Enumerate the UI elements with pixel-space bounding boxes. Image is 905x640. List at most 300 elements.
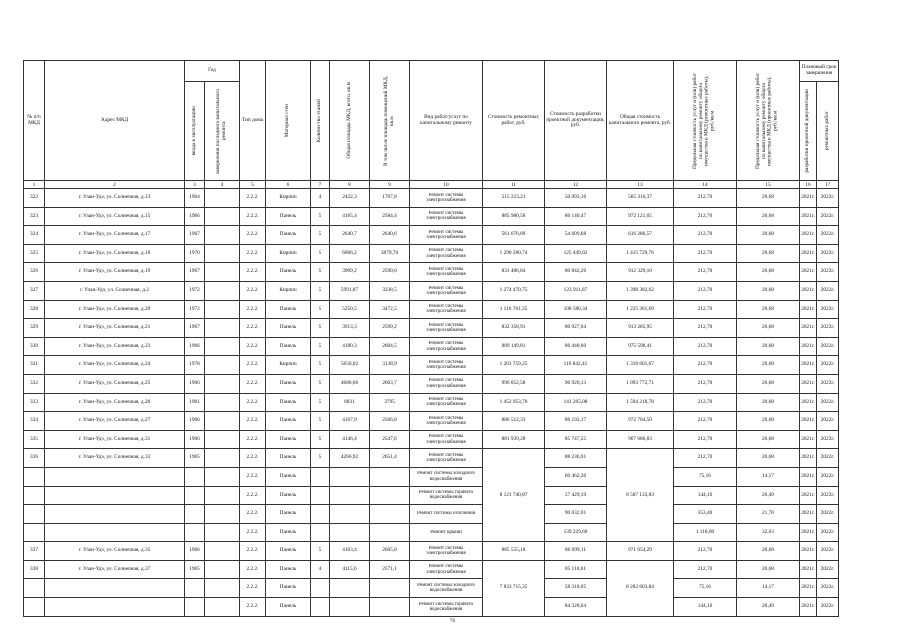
floors-cell: 5: [311, 374, 330, 393]
house-type-cell: 2.2.2.: [240, 449, 266, 468]
premises-area-cell: 3795: [370, 393, 410, 412]
wall-material-cell: Панель: [266, 542, 311, 561]
premises-area-cell: 3138,9: [370, 356, 410, 375]
limit-design-cell: 20,68: [737, 374, 800, 393]
total-area-cell: 3913,3: [330, 319, 370, 338]
empty-cell: [205, 523, 240, 542]
column-number: 9: [370, 181, 410, 189]
house-type-cell: 2.2.2.: [240, 281, 266, 300]
wall-material-cell: Панель: [266, 393, 311, 412]
house-type-cell: 2.2.2.: [240, 542, 266, 561]
premises-area-cell: 2605,8: [370, 542, 410, 561]
total-cost-cell: 616 286,57: [607, 226, 674, 245]
address-cell: г. Улан-Удэ, ул. Солнечная, д.15: [45, 207, 185, 226]
design-cost-cell: 80 842,26: [545, 263, 607, 282]
total-area-cell: 2640,7: [330, 226, 370, 245]
premises-area-cell: 2604,5: [370, 337, 410, 356]
limit-design-cell: 20,68: [737, 189, 800, 208]
limit-design-cell: 20,68: [737, 412, 800, 431]
address-cell: г. Улан-Удэ, ул. Солнечная, д.27: [45, 412, 185, 431]
work-type-cell: Ремонт системы электроснабжения: [410, 319, 483, 338]
premises-area-cell: 3879,70: [370, 244, 410, 263]
total-cost-cell: 913 285,95: [607, 319, 674, 338]
premises-area-cell: 2590,6: [370, 263, 410, 282]
year-built-cell: 1966: [185, 337, 205, 356]
design-cost-cell: 57 429,19: [545, 486, 607, 505]
limit-design-cell: 14,17: [737, 467, 800, 486]
empty-cell: [330, 505, 370, 524]
total-cost-cell: 1 225 361,69: [607, 300, 674, 319]
total-cost-cell: 1 594 218,78: [607, 393, 674, 412]
header-number: № п/п МКД: [24, 61, 45, 181]
limit-design-cell: 32,63: [737, 523, 800, 542]
column-number: 2: [45, 181, 185, 189]
term-repair-cell: 2022г.: [817, 319, 839, 338]
design-cost-cell: 86 448,60: [545, 337, 607, 356]
term-design-cell: 2021г.: [800, 374, 817, 393]
address-cell: г. Улан-Удэ, ул. Солнечная, д.23: [45, 337, 185, 356]
header-repair-cost: Стоимость ремонтных работ, руб.: [483, 61, 545, 181]
term-design-cell: 2021г.: [800, 281, 817, 300]
term-design-cell: 2021г.: [800, 207, 817, 226]
column-number: 11: [483, 181, 545, 189]
column-number: 7: [311, 181, 330, 189]
row-number: 323: [24, 207, 45, 226]
work-type-cell: Ремонт системы горячего водоснабжения: [410, 598, 483, 617]
limit-repair-cell: 212,70: [674, 281, 737, 300]
year-built-cell: 1967: [185, 263, 205, 282]
term-repair-cell: 2022г.: [817, 244, 839, 263]
repair-cost-cell: 1 201 759,25: [483, 356, 545, 375]
work-type-cell: Ремонт системы электроснабжения: [410, 337, 483, 356]
work-type-cell: Ремонт системы электроснабжения: [410, 189, 483, 208]
premises-area-cell: 2651,4: [370, 449, 410, 468]
house-type-cell: 2.2.2.: [240, 244, 266, 263]
floors-cell: 5: [311, 430, 330, 449]
term-design-cell: 2021г.: [800, 263, 817, 282]
wall-material-cell: Панель: [266, 300, 311, 319]
table-row: [24, 598, 839, 617]
floors-cell: 5: [311, 449, 330, 468]
design-cost-cell: 123 911,87: [545, 281, 607, 300]
limit-design-cell: 20,68: [737, 356, 800, 375]
year-built-cell: 1967: [185, 319, 205, 338]
year-built-cell: 1965: [185, 449, 205, 468]
last-repair-cell: [205, 560, 240, 579]
term-design-cell: 2021г.: [800, 560, 817, 579]
term-repair-cell: 2022г.: [817, 560, 839, 579]
limit-design-cell: 20,68: [737, 300, 800, 319]
empty-cell: [311, 486, 330, 505]
repair-cost-cell: 8 121 740,87: [483, 449, 545, 542]
floors-cell: 5: [311, 356, 330, 375]
wall-material-cell: Панель: [266, 505, 311, 524]
table-row: [24, 263, 839, 282]
limit-design-cell: 20,68: [737, 430, 800, 449]
work-type-cell: Ремонт системы электроснабжения: [410, 430, 483, 449]
limit-repair-cell: 212,70: [674, 393, 737, 412]
table-row: [24, 374, 839, 393]
year-built-cell: 1965: [185, 560, 205, 579]
table-row: [24, 281, 839, 300]
limit-design-cell: 20,49: [737, 486, 800, 505]
floors-cell: 5: [311, 207, 330, 226]
last-repair-cell: [205, 244, 240, 263]
limit-repair-cell: 212,70: [674, 189, 737, 208]
column-number: 14: [674, 181, 737, 189]
house-type-cell: 2.2.2.: [240, 356, 266, 375]
floors-cell: 5: [311, 226, 330, 245]
limit-design-cell: 20,68: [737, 207, 800, 226]
empty-cell: [45, 505, 185, 524]
row-number: 335: [24, 430, 45, 449]
header-wall-material: Материал стен: [266, 61, 311, 181]
last-repair-cell: [205, 542, 240, 561]
work-type-cell: Ремонт системы электроснабжения: [410, 226, 483, 245]
header-term-design: разработки проектной документации: [800, 82, 817, 181]
house-type-cell: 2.2.2.: [240, 337, 266, 356]
limit-repair-cell: 75,16: [674, 467, 737, 486]
limit-design-cell: 20,68: [737, 281, 800, 300]
column-number: 8: [330, 181, 370, 189]
limit-repair-cell: 212,70: [674, 300, 737, 319]
empty-cell: [185, 598, 205, 617]
work-type-cell: Ремонт системы электроснабжения: [410, 281, 483, 300]
column-number: 4: [205, 181, 240, 189]
premises-area-cell: 3238,5: [370, 281, 410, 300]
empty-cell: [205, 486, 240, 505]
limit-repair-cell: 212,70: [674, 319, 737, 338]
total-area-cell: 4167,9: [330, 412, 370, 431]
wall-material-cell: Панель: [266, 263, 311, 282]
floors-cell: 5: [311, 281, 330, 300]
total-area-cell: 4165,4: [330, 207, 370, 226]
premises-area-cell: 2640,6: [370, 226, 410, 245]
total-cost-cell: 8 587 133,83: [607, 449, 674, 542]
address-cell: г. Улан-Удэ, ул. Солнечная, д.25: [45, 374, 185, 393]
wall-material-cell: Панель: [266, 579, 311, 598]
header-premises-area: В том числе площадь помещений МКД, кв.м: [370, 61, 410, 181]
repair-cost-cell: 515 223,21: [483, 189, 545, 208]
table-row: [24, 579, 839, 598]
wall-material-cell: Панель: [266, 449, 311, 468]
limit-repair-cell: 1 118,00: [674, 523, 737, 542]
header-house-type: Тип дома: [240, 61, 266, 181]
house-type-cell: 2.2.2.: [240, 319, 266, 338]
empty-cell: [185, 505, 205, 524]
limit-repair-cell: 212,70: [674, 412, 737, 431]
limit-design-cell: 20,68: [737, 560, 800, 579]
term-design-cell: 2021г.: [800, 542, 817, 561]
design-cost-cell: 116 842,41: [545, 356, 607, 375]
last-repair-cell: [205, 226, 240, 245]
floors-cell: 5: [311, 337, 330, 356]
term-design-cell: 2021г.: [800, 189, 817, 208]
total-cost-cell: 972 704,50: [607, 412, 674, 431]
year-built-cell: 1972: [185, 281, 205, 300]
repair-cost-cell: 831 486,84: [483, 263, 545, 282]
empty-cell: [24, 579, 45, 598]
premises-area-cell: 2584,4: [370, 207, 410, 226]
design-cost-cell: 54 609,68: [545, 226, 607, 245]
last-repair-cell: [205, 356, 240, 375]
term-design-cell: 2021г.: [800, 226, 817, 245]
header-year-group: Год: [185, 61, 240, 82]
empty-cell: [45, 486, 185, 505]
column-number: 12: [545, 181, 607, 189]
column-number: 13: [607, 181, 674, 189]
address-cell: г. Улан-Удэ, ул. Солнечная, д.20: [45, 300, 185, 319]
work-type-cell: Ремонт системы холодного водоснабжения: [410, 579, 483, 598]
work-type-cell: Ремонт системы электроснабжения: [410, 560, 483, 579]
empty-cell: [45, 579, 185, 598]
limit-repair-cell: 144,16: [674, 486, 737, 505]
header-address: Адрес МКД: [45, 61, 185, 181]
floors-cell: 5: [311, 244, 330, 263]
header-work-type: Вид работ/услуг по капитальному ремонту: [410, 61, 483, 181]
year-built-cell: 1966: [185, 207, 205, 226]
empty-cell: [24, 467, 45, 486]
floors-cell: 4: [311, 189, 330, 208]
capital-repair-table: [23, 60, 839, 617]
last-repair-cell: [205, 430, 240, 449]
address-cell: г. Улан-Удэ, ул. Солнечная, д.18: [45, 244, 185, 263]
header-design-cost: Стоимость разработки проектной документации, руб.: [545, 61, 607, 181]
work-type-cell: Ремонт системы горячего водоснабжения: [410, 486, 483, 505]
term-repair-cell: 2022г.: [817, 263, 839, 282]
repair-cost-cell: 885 980,58: [483, 207, 545, 226]
limit-design-cell: 21,70: [737, 505, 800, 524]
total-area-cell: 5991,87: [330, 281, 370, 300]
term-repair-cell: 2022г.: [817, 374, 839, 393]
design-cost-cell: 139 229,60: [545, 523, 607, 542]
last-repair-cell: [205, 281, 240, 300]
column-number: 5: [240, 181, 266, 189]
total-area-cell: 5250,5: [330, 300, 370, 319]
term-design-cell: 2021г.: [800, 393, 817, 412]
address-cell: г. Улан-Удэ, ул. Солнечная, д.17: [45, 226, 185, 245]
header-year-last-repair: завершения последнего капитального ремонта: [205, 82, 240, 181]
empty-cell: [370, 598, 410, 617]
limit-repair-cell: 212,70: [674, 356, 737, 375]
limit-repair-cell: 212,70: [674, 207, 737, 226]
row-number: 324: [24, 226, 45, 245]
design-cost-cell: 85 747,55: [545, 430, 607, 449]
design-cost-cell: 58 318,05: [545, 579, 607, 598]
table-row: [24, 393, 839, 412]
total-area-cell: 4180,3: [330, 337, 370, 356]
term-repair-cell: 2022г.: [817, 207, 839, 226]
design-cost-cell: 84 328,64: [545, 598, 607, 617]
last-repair-cell: [205, 412, 240, 431]
work-type-cell: Ремонт системы электроснабжения: [410, 300, 483, 319]
table-row: [24, 226, 839, 245]
term-design-cell: 2021г.: [800, 579, 817, 598]
total-area-cell: 4266,92: [330, 449, 370, 468]
wall-material-cell: Панель: [266, 467, 311, 486]
term-design-cell: 2021г.: [800, 319, 817, 338]
house-type-cell: 2.2.2.: [240, 486, 266, 505]
house-type-cell: 2.2.2.: [240, 374, 266, 393]
work-type-cell: Ремонт системы электроснабжения: [410, 393, 483, 412]
header-limit-repair: Предельная стоимость услуг и (или) работ по капитальному ремонту общего имущества в МКД (ремонтные работы), руб./кв.м: [674, 61, 737, 181]
empty-cell: [45, 598, 185, 617]
limit-design-cell: 20,68: [737, 319, 800, 338]
last-repair-cell: [205, 189, 240, 208]
wall-material-cell: Панель: [266, 374, 311, 393]
floors-cell: 5: [311, 393, 330, 412]
column-number: 6: [266, 181, 311, 189]
premises-area-cell: 2603,7: [370, 374, 410, 393]
row-number: 325: [24, 244, 45, 263]
table-row: [24, 430, 839, 449]
empty-cell: [311, 523, 330, 542]
term-repair-cell: 2022г.: [817, 226, 839, 245]
last-repair-cell: [205, 374, 240, 393]
wall-material-cell: Панель: [266, 486, 311, 505]
term-design-cell: 2021г.: [800, 467, 817, 486]
total-area-cell: 4146,4: [330, 430, 370, 449]
house-type-cell: 2.2.2.: [240, 430, 266, 449]
limit-design-cell: 20,68: [737, 226, 800, 245]
table-row: [24, 542, 839, 561]
limit-repair-cell: 212,70: [674, 226, 737, 245]
term-repair-cell: 2022г.: [817, 356, 839, 375]
year-built-cell: 1966: [185, 542, 205, 561]
floors-cell: 5: [311, 263, 330, 282]
premises-area-cell: 2571,1: [370, 560, 410, 579]
last-repair-cell: [205, 319, 240, 338]
address-cell: г. Улан-Удэ, ул. Солнечная, д.19: [45, 263, 185, 282]
row-number: 337: [24, 542, 45, 561]
limit-design-cell: 20,49: [737, 598, 800, 617]
repair-cost-cell: 7 833 715,35: [483, 560, 545, 616]
table-row: [24, 319, 839, 338]
limit-repair-cell: 212,70: [674, 430, 737, 449]
design-cost-cell: 86 192,17: [545, 412, 607, 431]
design-cost-cell: 86 099,11: [545, 542, 607, 561]
row-number: 332: [24, 374, 45, 393]
wall-material-cell: Панель: [266, 598, 311, 617]
row-number: 329: [24, 319, 45, 338]
empty-cell: [370, 505, 410, 524]
total-cost-cell: 1 093 772,71: [607, 374, 674, 393]
house-type-cell: 2.2.2.: [240, 467, 266, 486]
house-type-cell: 2.2.2.: [240, 300, 266, 319]
limit-repair-cell: 212,70: [674, 263, 737, 282]
address-cell: г. Улан-Удэ, ул. Солнечная, д.35: [45, 542, 185, 561]
page-number: 76: [450, 619, 455, 624]
term-repair-cell: 2022г.: [817, 337, 839, 356]
empty-cell: [24, 505, 45, 524]
term-repair-cell: 2022г.: [817, 579, 839, 598]
header-limit-design: Предельная стоимость услуг и (или) работ по капитальному ремонту общего имущества в МКД (проектные работы), руб./кв.м: [737, 61, 800, 181]
table-row: [24, 523, 839, 542]
work-type-cell: Ремонт системы электроснабжения: [410, 374, 483, 393]
term-repair-cell: 2022г.: [817, 281, 839, 300]
wall-material-cell: Панель: [266, 523, 311, 542]
term-design-cell: 2021г.: [800, 337, 817, 356]
total-area-cell: 6066,2: [330, 244, 370, 263]
column-number: 16: [800, 181, 817, 189]
work-type-cell: Ремонт системы отопления: [410, 505, 483, 524]
house-type-cell: 2.2.2.: [240, 412, 266, 431]
term-design-cell: 2021г.: [800, 449, 817, 468]
total-cost-cell: 1 398 382,62: [607, 281, 674, 300]
table-row: [24, 505, 839, 524]
column-number-row: [24, 181, 839, 189]
total-cost-cell: 967 686,83: [607, 430, 674, 449]
row-number: 322: [24, 189, 45, 208]
design-cost-cell: 80 927,04: [545, 319, 607, 338]
year-built-cell: 1978: [185, 356, 205, 375]
header-term-group: Плановый срок завершения: [800, 61, 839, 82]
address-cell: г. Улан-Удэ, ул. Солнечная, д.26: [45, 393, 185, 412]
column-number: 17: [817, 181, 839, 189]
table-row: [24, 207, 839, 226]
last-repair-cell: [205, 449, 240, 468]
design-cost-cell: 141 265,08: [545, 393, 607, 412]
address-cell: г. Улан-Удэ, ул. Солнечная, д.13: [45, 189, 185, 208]
house-type-cell: 2.2.2.: [240, 579, 266, 598]
header-year-built: ввода в эксплуатацию: [185, 82, 205, 181]
floors-cell: 5: [311, 542, 330, 561]
design-cost-cell: 85 110,61: [545, 560, 607, 579]
table-row: [24, 560, 839, 579]
empty-cell: [205, 579, 240, 598]
work-type-cell: Ремонт системы электроснабжения: [410, 263, 483, 282]
floors-cell: 5: [311, 300, 330, 319]
address-cell: г. Улан-Удэ, ул. Солнечная, д.31: [45, 430, 185, 449]
premises-area-cell: 2547,6: [370, 430, 410, 449]
wall-material-cell: Кирпич: [266, 356, 311, 375]
design-cost-cell: 90 032,01: [545, 505, 607, 524]
address-cell: г. Улан-Удэ, ул. Солнечная, д.2: [45, 281, 185, 300]
term-design-cell: 2021г.: [800, 486, 817, 505]
table-row: [24, 337, 839, 356]
house-type-cell: 2.2.2.: [240, 226, 266, 245]
wall-material-cell: Панель: [266, 337, 311, 356]
empty-cell: [330, 598, 370, 617]
column-number: 15: [737, 181, 800, 189]
last-repair-cell: [205, 393, 240, 412]
column-number: 1: [24, 181, 45, 189]
address-cell: г. Улан-Удэ, ул. Солнечная, д.21: [45, 319, 185, 338]
design-cost-cell: 50 093,16: [545, 189, 607, 208]
repair-cost-cell: 885 555,18: [483, 542, 545, 561]
year-built-cell: 1981: [185, 393, 205, 412]
premises-area-cell: 3472,5: [370, 300, 410, 319]
floors-cell: 5: [311, 319, 330, 338]
total-area-cell: 6831: [330, 393, 370, 412]
term-repair-cell: 2022г.: [817, 542, 839, 561]
term-design-cell: 2021г.: [800, 300, 817, 319]
limit-design-cell: 20,68: [737, 393, 800, 412]
house-type-cell: 2.2.2.: [240, 207, 266, 226]
table-row: [24, 467, 839, 486]
work-type-cell: Ремонт системы электроснабжения: [410, 542, 483, 561]
limit-design-cell: 20,68: [737, 244, 800, 263]
empty-cell: [370, 523, 410, 542]
table-row: [24, 449, 839, 468]
total-cost-cell: 912 329,10: [607, 263, 674, 282]
address-cell: г. Улан-Удэ, ул. Солнечная, д.37: [45, 560, 185, 579]
total-cost-cell: 1 318 601,67: [607, 356, 674, 375]
total-cost-cell: 8 282 603,84: [607, 560, 674, 616]
empty-cell: [185, 486, 205, 505]
empty-cell: [370, 579, 410, 598]
term-repair-cell: 2022г.: [817, 598, 839, 617]
